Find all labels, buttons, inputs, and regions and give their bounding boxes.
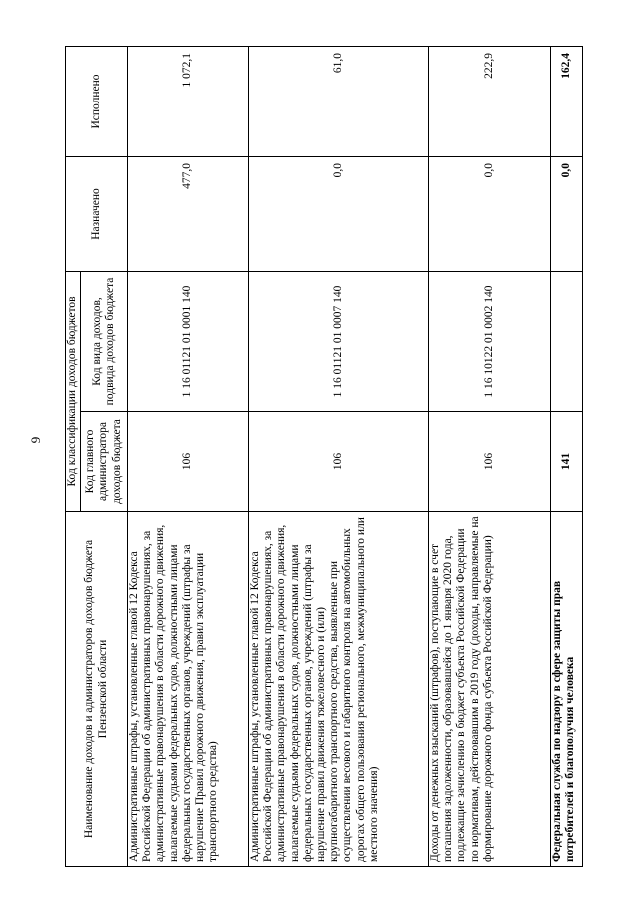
row-executed: 162,4 [551,46,583,156]
rotated-table-container [65,47,580,867]
budget-income-table [65,46,583,867]
table-row [429,46,551,866]
row-assigned: 477,0 [128,156,249,271]
row-admin-code: 141 [551,412,583,512]
row-admin-code: 106 [429,412,551,512]
row-assigned: 0,0 [551,156,583,271]
row-name: Административные штрафы, установленные главой 12 Кодекса Российской Федерации об административных правонарушениях, за административные правонарушения в области дорожного движения, налагаемые судьями федеральных судов, должностными лицами федеральных государственных органов, учреждений (штрафы за нарушение правил движения тяжеловесного и (или) крупногабаритного транспортного средства, выявленные при осуществлении весового и габаритного контроля на автомобильных дорогах общего пользования регионального, межмуниципального или местного значения) [249,512,429,867]
header-classification: Код классификации доходов бюджетов [66,271,81,511]
row-admin-code: 106 [249,412,429,512]
row-income-code: 1 16 10122 01 0002 140 [429,271,551,411]
row-name: Федеральная служба по надзору в сфере защиты прав потребителей и благополучия человека [551,512,583,867]
row-income-code [551,271,583,411]
row-income-code: 1 16 01121 01 0001 140 [128,271,249,411]
row-assigned: 0,0 [249,156,429,271]
table-row [128,46,249,866]
row-admin-code: 106 [128,412,249,512]
table-row [551,46,583,866]
row-income-code: 1 16 01121 01 0007 140 [249,271,429,411]
row-executed: 222,9 [429,46,551,156]
row-name: Административные штрафы, установленные главой 12 Кодекса Российской Федерации об административных правонарушениях, за административные правонарушения в области дорожного движения, налагаемые судьями федеральных судов, должностными лицами федеральных государственных органов, учреждений (штрафы за нарушение Правил дорожного движения, правил эксплуатации транспортного средства) [128,512,249,867]
row-executed: 1 072,1 [128,46,249,156]
row-name: Доходы от денежных взысканий (штрафов), поступающие в счет погашения задолженности, образовавшейся до 1 января 2020 года, подлежащие зачислению в бюджет субъекта Российской Федерации по нормативам, действовавшим в 2019 году (доходы, направляемые на формирование дорожного фонда субъекта Российской Федерации) [429,512,551,867]
header-admin-code: Код главного администратора доходов бюджета [81,412,128,512]
table-header-row [66,46,81,866]
row-assigned: 0,0 [429,156,551,271]
header-income-code: Код вида доходов, подвида доходов бюджета [81,271,128,411]
header-name: Наименование доходов и администраторов доходов бюджета Пензенской области [66,512,128,867]
table-row [249,46,429,866]
page-number: 9 [28,436,43,444]
row-executed: 61,0 [249,46,429,156]
header-executed: Исполнено [66,46,128,156]
header-assigned: Назначено [66,156,128,271]
